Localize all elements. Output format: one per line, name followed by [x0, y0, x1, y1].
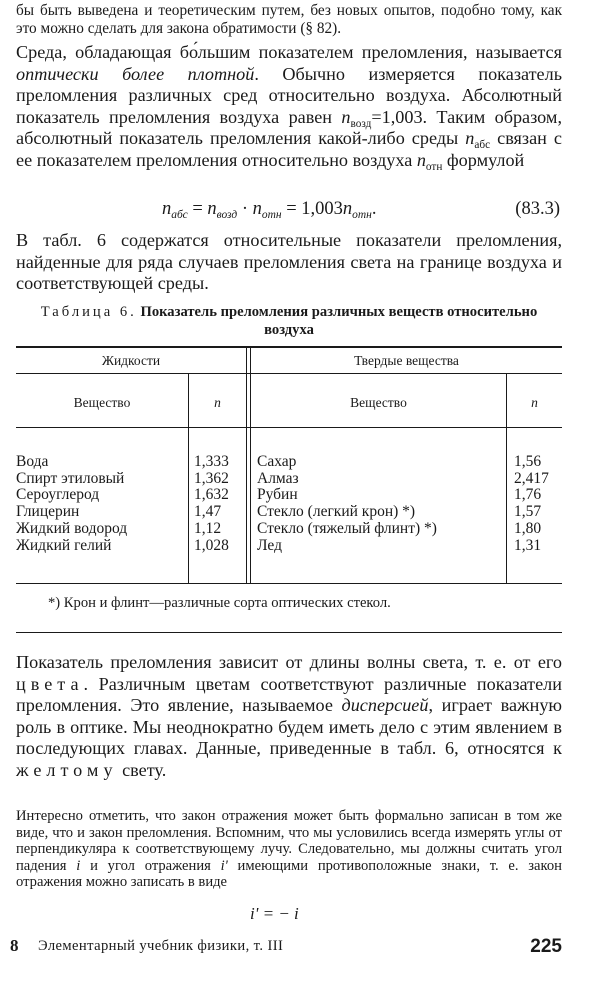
solids-names	[257, 454, 503, 554]
table-center-divider	[246, 347, 247, 583]
header-n-solids: n	[531, 395, 538, 410]
book-title: Элементарный учебник физики, т. III	[38, 938, 284, 954]
section-rule	[16, 632, 562, 633]
table-row: Стекло (тяжелый флинт) *)	[257, 519, 437, 537]
table-cell-n: 1,362	[194, 469, 229, 487]
table-row: Сероуглерод	[16, 486, 100, 504]
table-row: Алмаз	[257, 469, 299, 487]
solids-values	[514, 454, 560, 554]
term-dispersion: дисперсией	[341, 695, 429, 715]
footnote: *) Крон и флинт—различные сорта оптических стекол.	[48, 595, 391, 611]
table-row: Глицерин	[16, 503, 80, 521]
table-cell-n: 1,028	[194, 536, 229, 554]
table-cell-n: 2,417	[514, 469, 549, 487]
liquids-values	[194, 454, 244, 554]
table-row: Лед	[257, 536, 282, 554]
paragraph-optical-density: Среда, обладающая бо́льшим показателем преломления, называется оптически более плотной. Обычно измеряется показатель преломления различных сред относительно воздуха. Абсолютный показатель преломления воздуха равен $n_{возд}=1,003$. Таким образом, абсолютный показатель преломления какой-либо среды $n_{абс}$ связан с ее показателем преломления относительно воздуха $n_{отн}$ формулой	[16, 42, 562, 173]
table-top-rule	[16, 346, 562, 348]
table-cell-n: 1,632	[194, 486, 229, 504]
table-cell-n: 1,47	[194, 503, 222, 521]
table-caption: Таблица 6. Показатель преломления различных веществ относительно воздуха	[40, 304, 538, 338]
table-cell-n: 1,57	[514, 503, 542, 521]
table-cell-n: 1,56	[514, 453, 542, 470]
table-row: Вода	[16, 453, 49, 470]
table-row: Жидкий гелий	[16, 536, 112, 554]
table-row: Жидкий водород	[16, 519, 128, 537]
formula-number: (83.3)	[515, 199, 560, 219]
signature-number: 8	[10, 936, 19, 955]
page-footer	[10, 936, 562, 960]
header-n-liquids: n	[214, 395, 221, 410]
formula-83-3	[16, 199, 562, 225]
header-solids: Твердые вещества	[354, 353, 459, 368]
table-center-divider-2	[250, 347, 251, 583]
formula-reflection: i' = − i	[250, 904, 299, 923]
page-number: 225	[530, 936, 562, 957]
table-cell-n: 1,12	[194, 519, 222, 537]
table-group-rule	[16, 373, 562, 374]
term-optically-denser: оптически более плотной	[16, 63, 255, 84]
header-substance-solids: Вещество	[350, 395, 407, 410]
liquids-names	[16, 454, 186, 554]
paragraph-table-intro: В табл. 6 содержатся относительные показатели преломления, найденные для ряда случаев преломления света на границе воздуха и соответствующей среды.	[16, 230, 562, 293]
formula-expression: $n_{абс} = n_{возд} \cdot n_{отн} = 1,003n_{отн}$.	[162, 199, 377, 221]
header-substance-liquids: Вещество	[73, 395, 131, 410]
table-row: Стекло (легкий крон) *)	[257, 503, 416, 521]
table-cell-n: 1,333	[194, 453, 229, 470]
paragraph-dispersion: Показатель преломления зависит от длины волны света, т. е. от его цвета. Различным цветам соответствуют различные показатели преломления. Это явление, называемое дисперсией, играет важную роль в оптике. Мы неоднократно будем иметь дело с этим явлением в последующих главах. Данные, приведенные в табл. 6, относятся к желтому свету.	[16, 652, 563, 780]
table-row: Сахар	[257, 453, 297, 470]
table-header-rule	[16, 427, 562, 428]
table-cell-n: 1,80	[514, 519, 542, 537]
table-row: Рубин	[257, 486, 298, 504]
header-liquids: Жидкости	[101, 353, 161, 368]
table-cell-n: 1,31	[514, 536, 542, 554]
table-row: Спирт этиловый	[16, 469, 125, 487]
table-bottom-rule	[16, 583, 562, 584]
paragraph-continued: бы быть выведена и теоретическим путем, без новых опытов, подобно тому, как это можно сделать для закона обратимости (§ 82).	[16, 2, 562, 37]
paragraph-reflection-note: Интересно отметить, что закон отражения может быть формально записан в том же виде, что и закон преломления. Вспомним, что мы условились всегда измерять углы от перпендикуляра к соответствующему лучу. Следовательно, мы должны считать угол падения i и угол отражения i' имеющими противоположные знаки, т. е. закон отражения можно записать в виде	[16, 808, 562, 891]
table-cell-n: 1,76	[514, 486, 542, 504]
